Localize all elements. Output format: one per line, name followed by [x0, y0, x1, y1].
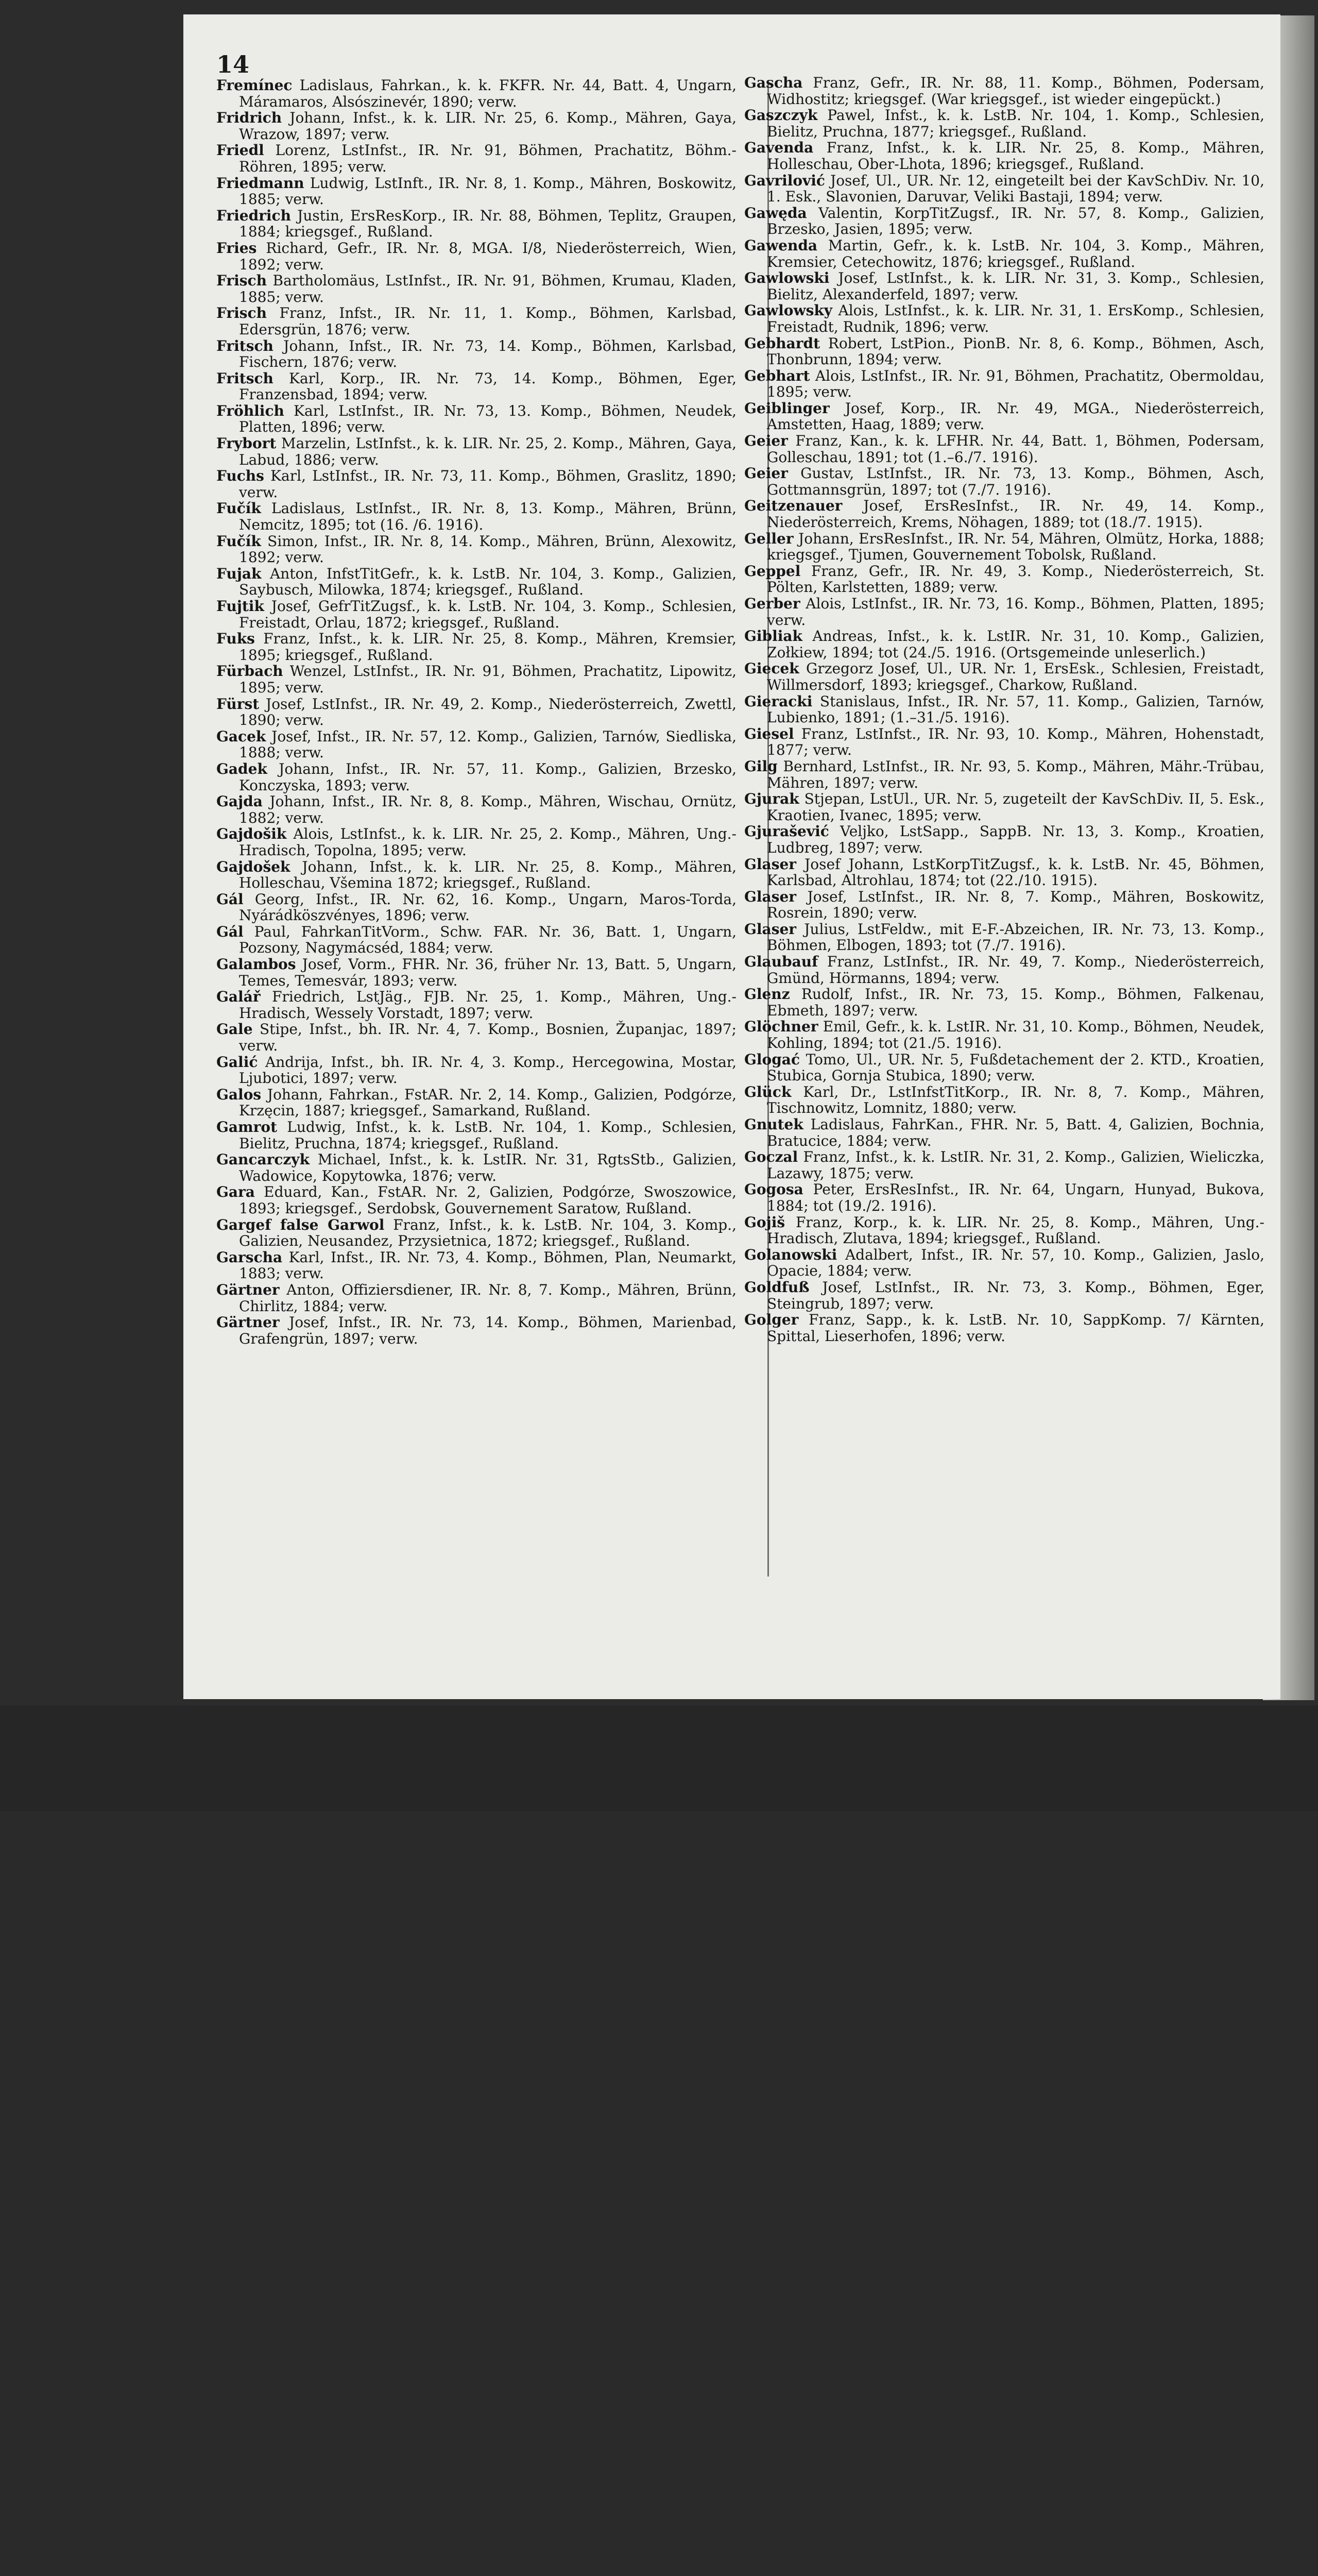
entry-details: Franz, Korp., k. k. LIR. Nr. 25, 8. Komp., Mähren, Ung.-Hradisch, Zlutava, 1894; kriegsgef., Rußland. [767, 1213, 1264, 1247]
register-entry [216, 208, 737, 240]
entry-details: Marzelin, LstInfst., k. k. LIR. Nr. 25, 2. Komp., Mähren, Gaya, Labud, 1886; verw. [239, 435, 737, 468]
entry-surname: Glenz [744, 986, 790, 1003]
entry-surname: Giesel [744, 725, 794, 742]
entry-details: Josef, LstInfst., IR. Nr. 8, 7. Komp., Mähren, Boskowitz, Rosrein, 1890; verw. [767, 888, 1264, 922]
entry-surname: Fuks [216, 630, 255, 648]
entry-details: Wenzel, LstInfst., IR. Nr. 91, Böhmen, Prachatitz, Lipowitz, 1895; verw. [239, 663, 737, 696]
entry-surname: Fritsch [216, 337, 273, 354]
entry-surname: Fujtik [216, 598, 264, 615]
entry-surname: Gál [216, 890, 244, 908]
entry-details: Peter, ErsResInfst., IR. Nr. 64, Ungarn, Hunyad, Bukova, 1884; tot (19./2. 1916). [767, 1181, 1264, 1214]
register-entry [216, 370, 737, 403]
entry-details: Josef Johann, LstKorpTitZugsf., k. k. LstB. Nr. 45, Böhmen, Karlsbad, Altrohlau, 1874; tot (22./10. 1915). [767, 855, 1264, 889]
entry-details: Martin, Gefr., k. k. LstB. Nr. 104, 3. Komp., Mähren, Kremsier, Cetechowitz, 1876; kriegsgef., Rußland. [767, 236, 1264, 270]
entry-surname: Gawenda [744, 236, 818, 254]
entry-surname: Galář [216, 988, 261, 1006]
entry-details: Karl, Infst., IR. Nr. 73, 4. Komp., Böhmen, Plan, Neumarkt, 1883; verw. [239, 1248, 737, 1282]
entry-details: Tomo, Ul., UR. Nr. 5, Fußdetachement der 2. KTD., Kroatien, Stubica, Gornja Stubica, 1890; verw. [767, 1050, 1264, 1084]
entry-details: Johann, Infst., IR. Nr. 57, 11. Komp., Galizien, Brzesko, Konczyska, 1893; verw. [239, 760, 737, 794]
entry-details: Bernhard, LstInfst., IR. Nr. 93, 5. Komp., Mähren, Mähr.-Trübau, Mähren, 1897; verw. [767, 757, 1264, 791]
register-entry [744, 270, 1264, 302]
entry-surname: Galambos [216, 956, 296, 973]
entry-surname: Glaser [744, 855, 797, 873]
entry-surname: Goczal [744, 1148, 798, 1166]
entry-details: Lorenz, LstInfst., IR. Nr. 91, Böhmen, Prachatitz, Böhm.-Röhren, 1895; verw. [239, 142, 737, 175]
register-entry [744, 1247, 1264, 1279]
entry-surname: Gogosa [744, 1181, 803, 1198]
register-entry [216, 989, 737, 1021]
entry-details: Anton, InfstTitGefr., k. k. LstB. Nr. 104, 3. Komp., Galizien, Saybusch, Milowka, 1874; kriegsgef., Rußland. [239, 565, 737, 599]
register-entry [744, 1214, 1264, 1247]
register-entry [216, 1282, 737, 1314]
entry-surname: Gacek [216, 727, 266, 745]
register-entry [216, 77, 737, 110]
register-entry [744, 400, 1264, 433]
entry-details: Josef, GefrTitZugsf., k. k. LstB. Nr. 104, 3. Komp., Schlesien, Freistadt, Orlau, 1872; kriegsgef., Rußland. [239, 598, 737, 631]
register-entry [216, 696, 737, 728]
entry-surname: Geller [744, 530, 794, 547]
register-entry [744, 1052, 1264, 1084]
register-entry [744, 368, 1264, 400]
entry-surname: Fremínec [216, 77, 293, 94]
entry-surname: Giecek [744, 660, 799, 677]
register-entry [744, 660, 1264, 693]
register-entry [216, 110, 737, 142]
register-entry [216, 240, 737, 273]
register-entry [216, 924, 737, 956]
entry-surname: Fučík [216, 532, 261, 550]
entry-surname: Gärtner [216, 1281, 280, 1298]
entry-surname: Gojiš [744, 1213, 785, 1231]
entry-details: Michael, Infst., k. k. LstIR. Nr. 31, RgtsStb., Galizien, Wadowice, Kopytowka, 1876; verw. [239, 1151, 737, 1184]
entry-details: Gustav, LstInfst., IR. Nr. 73, 13. Komp., Böhmen, Asch, Gottmannsgrün, 1897; tot (7./7. 1916). [767, 465, 1264, 498]
entry-details: Andreas, Infst., k. k. LstIR. Nr. 31, 10. Komp., Galizien, Zołkiew, 1894; tot (24./5. 1916. (Ortsgemeinde unleserlich.) [767, 628, 1264, 661]
entry-details: Josef, ErsResInfst., IR. Nr. 49, 14. Komp., Niederösterreich, Krems, Nöhagen, 1889; tot (18./7. 1915). [767, 497, 1264, 531]
entry-details: Paul, FahrkanTitVorm., Schw. FAR. Nr. 36, Batt. 1, Ungarn, Pozsony, Nagymácséd, 1884; verw. [239, 923, 737, 957]
entry-details: Franz, Gefr., IR. Nr. 88, 11. Komp., Böhmen, Podersam, Widhostitz; kriegsgef. (War kriegsgef., ist wieder eingeрückt.) [767, 74, 1264, 108]
register-entry [744, 1084, 1264, 1116]
register-entry [216, 891, 737, 924]
register-entry [744, 1181, 1264, 1214]
register-entry [744, 335, 1264, 368]
entry-details: Josef, Vorm., FHR. Nr. 36, früher Nr. 13, Batt. 5, Ungarn, Temes, Temesvár, 1893; verw. [239, 956, 737, 989]
entry-details: Stanislaus, Infst., IR. Nr. 57, 11. Komp., Galizien, Tarnów, Lubienko, 1891; (1.–31./5. 1916). [767, 692, 1264, 726]
entry-surname: Gärtner [216, 1314, 280, 1331]
entry-details: Georg, Infst., IR. Nr. 62, 16. Komp., Ungarn, Maros-Torda, Nyárádköszvényes, 1896; verw. [239, 890, 737, 924]
register-entry [216, 663, 737, 696]
entry-surname: Garscha [216, 1248, 283, 1266]
entry-surname: Gawlowski [744, 269, 830, 287]
entry-surname: Gamrot [216, 1118, 278, 1136]
entry-surname: Gadek [216, 760, 267, 777]
register-entry [216, 1314, 737, 1347]
entry-details: Karl, Korp., IR. Nr. 73, 14. Komp., Böhmen, Eger, Franzensbad, 1894; verw. [239, 369, 737, 403]
entry-details: Anton, Offiziersdiener, IR. Nr. 8, 7. Komp., Mähren, Brünn, Chirlitz, 1884; verw. [239, 1281, 737, 1315]
entry-surname: Gawlowsky [744, 302, 833, 319]
register-entry [216, 142, 737, 175]
entry-surname: Gibliak [744, 628, 802, 645]
register-entry [744, 693, 1264, 726]
entry-details: Robert, LstPion., PionB. Nr. 8, 6. Komp., Böhmen, Asch, Thonbrunn, 1894; verw. [767, 334, 1264, 368]
register-entry [216, 631, 737, 663]
entry-details: Ludwig, Infst., k. k. LstB. Nr. 104, 1. Komp., Schlesien, Bielitz, Pruchna, 1874; kriegsgef., Rußland. [239, 1118, 737, 1152]
entry-details: Friedrich, LstJäg., FJB. Nr. 25, 1. Komp., Mähren, Ung.-Hradisch, Wessely Vorstadt, 1897; verw. [239, 988, 737, 1022]
entry-surname: Galos [216, 1086, 262, 1103]
entry-details: Josef, LstInfst., IR. Nr. 73, 3. Komp., Böhmen, Eger, Steingrub, 1897; verw. [767, 1278, 1264, 1312]
entry-details: Franz, Gefr., IR. Nr. 49, 3. Komp., Niederösterreich, St. Pölten, Karlstetten, 1889; verw. [767, 562, 1264, 596]
entry-surname: Gál [216, 923, 244, 940]
register-entry [744, 140, 1264, 172]
entry-surname: Gnutek [744, 1116, 803, 1133]
entry-details: Josef, Korp., IR. Nr. 49, MGA., Niederösterreich, Amstetten, Haag, 1889; verw. [767, 399, 1264, 433]
register-entry [216, 273, 737, 305]
entry-details: Franz, LstInfst., IR. Nr. 49, 7. Komp., Niederösterreich, Gmünd, Hörmanns, 1894; verw. [767, 953, 1264, 987]
register-entry [744, 986, 1264, 1019]
entry-surname: Geppel [744, 562, 801, 580]
register-entry [216, 533, 737, 566]
entry-details: Franz, Infst., k. k. LstIR. Nr. 31, 2. Komp., Galizien, Wieliczka, Lazawy, 1875; verw. [767, 1148, 1264, 1182]
entry-details: Johann, Infst., IR. Nr. 8, 8. Komp., Mähren, Wischau, Ornütz, 1882; verw. [239, 793, 737, 826]
register-entry [744, 889, 1264, 921]
entry-surname: Gancarczyk [216, 1151, 310, 1168]
register-entry [216, 338, 737, 370]
register-entry [216, 1054, 737, 1087]
entry-surname: Golanowski [744, 1246, 837, 1263]
entry-surname: Fujak [216, 565, 262, 582]
page-number: 14 [216, 50, 250, 78]
entry-surname: Geiblinger [744, 399, 830, 417]
register-entry [216, 761, 737, 793]
entry-surname: Gascha [744, 74, 803, 91]
register-entry [744, 173, 1264, 205]
register-entry [744, 628, 1264, 660]
entry-surname: Gara [216, 1183, 255, 1201]
entry-details: Johann, ErsResInfst., IR. Nr. 54, Mähren, Olmütz, Horka, 1888; kriegsgef., Tjumen, Gouvernement Tobolsk, Rußland. [767, 530, 1264, 564]
entry-surname: Friedl [216, 142, 264, 159]
entry-surname: Gieracki [744, 692, 813, 710]
entry-details: Stipe, Infst., bh. IR. Nr. 4, 7. Komp., Bosnien, Županjac, 1897; verw. [239, 1021, 737, 1055]
register-entry [216, 175, 737, 208]
entry-details: Josef, LstInfst., k. k. LIR. Nr. 31, 3. Komp., Schlesien, Bielitz, Alexanderfeld, 1897; verw. [767, 269, 1264, 303]
entry-details: Andrija, Infst., bh. IR. Nr. 4, 3. Komp., Hercegowina, Mostar, Ljubotici, 1897; verw. [239, 1053, 737, 1087]
entry-surname: Fürbach [216, 663, 283, 680]
register-entry [744, 596, 1264, 628]
entry-surname: Gargef false Garwol [216, 1216, 385, 1233]
entry-details: Alois, LstInfst., IR. Nr. 91, Böhmen, Prachatitz, Obermoldau, 1895; verw. [767, 367, 1264, 401]
register-entry [744, 726, 1264, 758]
entry-surname: Gaszczyk [744, 107, 818, 124]
entry-surname: Gerber [744, 595, 800, 612]
entry-details: Karl, LstInfst., IR. Nr. 73, 13. Komp., Böhmen, Neudek, Platten, 1896; verw. [239, 402, 737, 436]
footer-bar [0, 1705, 1318, 1811]
entry-details: Ladislaus, LstInfst., IR. Nr. 8, 13. Komp., Mähren, Brünn, Nemcitz, 1895; tot (16. /6. 1916). [239, 500, 737, 534]
register-entry [216, 793, 737, 826]
entry-details: Karl, Dr., LstInfstTitKorp., IR. Nr. 8, 7. Komp., Mähren, Tischnowitz, Lomnitz, 1880; verw. [767, 1083, 1264, 1117]
entry-surname: Geier [744, 465, 788, 482]
entry-details: Grzegorz Josef, Ul., UR. Nr. 1, ErsEsk., Schlesien, Freistadt, Willmersdorf, 1893; kriegsgef., Charkow, Rußland. [767, 660, 1264, 693]
entry-surname: Fries [216, 239, 257, 257]
register-entry [216, 468, 737, 500]
entry-surname: Frisch [216, 272, 267, 290]
entry-surname: Gajda [216, 793, 263, 810]
entry-details: Johann, Infst., k. k. LIR. Nr. 25, 8. Komp., Mähren, Holleschau, Všemina 1872; kriegsgef., Rußland. [239, 858, 737, 892]
entry-surname: Fridrich [216, 109, 282, 127]
entry-surname: Golger [744, 1311, 799, 1329]
entry-surname: Fučík [216, 500, 261, 517]
entry-details: Josef, Ul., UR. Nr. 12, eingeteilt bei der KavSchDiv. Nr. 10, 1. Esk., Slavonien, Daruvar, Veliki Bastaji, 1894; verw. [767, 172, 1264, 206]
register-entry [216, 1087, 737, 1119]
entry-surname: Gajdošek [216, 858, 290, 875]
entry-surname: Glogać [744, 1050, 800, 1068]
entry-details: Franz, LstInfst., IR. Nr. 93, 10. Komp., Mähren, Hohenstadt, 1877; verw. [767, 725, 1264, 759]
entry-details: Alois, LstInfst., k. k. LIR. Nr. 31, 1. ErsKomp., Schlesien, Freistadt, Rudnik, 1896; verw. [767, 302, 1264, 335]
register-entry [744, 563, 1264, 596]
entry-surname: Frybort [216, 435, 277, 452]
register-entry [744, 1149, 1264, 1181]
entry-surname: Glöchner [744, 1018, 818, 1036]
register-entry [216, 1249, 737, 1282]
entry-details: Josef, Infst., IR. Nr. 73, 14. Komp., Böhmen, Marienbad, Grafengrün, 1897; verw. [239, 1314, 737, 1347]
entry-surname: Gavrilović [744, 172, 825, 189]
entry-details: Veljko, LstSapp., SappB. Nr. 13, 3. Komp., Kroatien, Ludbreg, 1897; verw. [767, 823, 1264, 856]
entry-details: Adalbert, Infst., IR. Nr. 57, 10. Komp., Galizien, Jaslo, Opacie, 1884; verw. [767, 1246, 1264, 1280]
register-entry [744, 465, 1264, 498]
entry-surname: Glaser [744, 920, 797, 938]
entry-surname: Fritsch [216, 369, 273, 387]
register-entry [216, 728, 737, 761]
entry-details: Franz, Kan., k. k. LFHR. Nr. 44, Batt. 1, Böhmen, Podersam, Golleschau, 1891; tot (1.–6./7. 1916). [767, 432, 1264, 466]
entry-details: Josef, LstInfst., IR. Nr. 49, 2. Komp., Niederösterreich, Zwettl, 1890; verw. [239, 695, 737, 729]
entry-surname: Geier [744, 432, 788, 450]
register-entry [216, 1184, 737, 1216]
register-entry [216, 598, 737, 631]
entry-surname: Gavenda [744, 139, 814, 157]
entry-surname: Fuchs [216, 467, 264, 485]
entry-surname: Galić [216, 1053, 258, 1071]
entry-details: Franz, Sapp., k. k. LstB. Nr. 10, SappKomp. 7/ Kärnten, Spittal, Lieserhofen, 1896; verw. [767, 1311, 1264, 1345]
entry-details: Alois, LstInfst., k. k. LIR. Nr. 25, 2. Komp., Mähren, Ung.-Hradisch, Topolna, 1895; verw. [239, 825, 737, 859]
entry-details: Eduard, Kan., FstAR. Nr. 2, Galizien, Podgórze, Swoszowice, 1893; kriegsgef., Serdobsk, Gouvernement Saratow, Rußland. [239, 1183, 737, 1217]
register-entry [744, 791, 1264, 823]
register-entry [744, 238, 1264, 270]
entry-surname: Glaser [744, 888, 797, 905]
register-entry [744, 498, 1264, 530]
entry-surname: Friedrich [216, 207, 291, 224]
register-entry [216, 1021, 737, 1054]
register-entry [744, 107, 1264, 140]
entry-surname: Fröhlich [216, 402, 284, 419]
register-entry [744, 921, 1264, 954]
entry-details: Pawel, Infst., k. k. LstB. Nr. 104, 1. Komp., Schlesien, Bielitz, Pruchna, 1877; kriegsgef., Rußland. [767, 107, 1264, 140]
register-entry [744, 75, 1264, 107]
entry-surname: Glaubauf [744, 953, 818, 971]
entry-details: Johann, Infst., k. k. LIR. Nr. 25, 6. Komp., Mähren, Gaya, Wrazow, 1897; verw. [239, 109, 737, 143]
register-entry [744, 758, 1264, 791]
register-entry [744, 433, 1264, 465]
register-entry [216, 435, 737, 468]
entry-details: Ludwig, LstInft., IR. Nr. 8, 1. Komp., Mähren, Boskowitz, 1885; verw. [239, 174, 737, 208]
entry-details: Josef, Infst., IR. Nr. 57, 12. Komp., Galizien, Tarnów, Siedliska, 1888; verw. [239, 727, 737, 761]
entry-details: Emil, Gefr., k. k. LstIR. Nr. 31, 10. Komp., Böhmen, Neudek, Kohling, 1894; tot (21./5. 1916). [767, 1018, 1264, 1052]
entry-details: Ladislaus, Fahrkan., k. k. FKFR. Nr. 44, Batt. 4, Ungarn, Máramaros, Alsószinevér, 1890; verw. [239, 77, 737, 110]
entry-details: Simon, Infst., IR. Nr. 8, 14. Komp., Mähren, Brünn, Alexowitz, 1892; verw. [239, 532, 737, 566]
entry-details: Rudolf, Infst., IR. Nr. 73, 15. Komp., Böhmen, Falkenau, Ebmeth, 1897; verw. [767, 986, 1264, 1019]
entry-details: Ladislaus, FahrKan., FHR. Nr. 5, Batt. 4, Galizien, Bochnia, Bratucice, 1884; verw. [767, 1116, 1264, 1149]
entry-surname: Gawęda [744, 204, 807, 222]
entry-surname: Goldfuß [744, 1278, 810, 1296]
register-entry [744, 1116, 1264, 1149]
entry-surname: Glück [744, 1083, 792, 1100]
entry-surname: Gjurak [744, 790, 799, 808]
entry-details: Justin, ErsResKorp., IR. Nr. 88, Böhmen, Teplitz, Graupen, 1884; kriegsgef., Rußland. [239, 207, 737, 241]
entry-details: Franz, Infst., IR. Nr. 11, 1. Komp., Böhmen, Karlsbad, Edersgrün, 1876; verw. [239, 304, 737, 338]
entry-surname: Gjurašević [744, 823, 829, 840]
register-entry [216, 305, 737, 337]
register-entry [216, 1151, 737, 1184]
register-entry [744, 531, 1264, 563]
register-entry [216, 566, 737, 598]
entry-details: Richard, Gefr., IR. Nr. 8, MGA. I/8, Niederösterreich, Wien, 1892; verw. [239, 239, 737, 273]
entry-details: Karl, LstInfst., IR. Nr. 73, 11. Komp., Böhmen, Graslitz, 1890; verw. [239, 467, 737, 501]
register-entry [216, 403, 737, 435]
entry-details: Johann, Infst., IR. Nr. 73, 14. Komp., Böhmen, Karlsbad, Fischern, 1876; verw. [239, 337, 737, 371]
entry-surname: Frisch [216, 304, 267, 322]
entry-surname: Geitzenauer [744, 497, 843, 515]
entry-details: Alois, LstInfst., IR. Nr. 73, 16. Komp., Böhmen, Platten, 1895; verw. [767, 595, 1264, 629]
entry-details: Franz, Infst., k. k. LIR. Nr. 25, 8. Komp., Mähren, Holleschau, Ober-Lhota, 1896; kriegsgef., Rußland. [767, 139, 1264, 173]
register-entry [744, 856, 1264, 889]
entry-surname: Gajdošik [216, 825, 287, 843]
left-column [216, 77, 737, 1347]
register-entry [216, 859, 737, 891]
register-entry [216, 1217, 737, 1249]
entry-details: Franz, Infst., k. k. LstB. Nr. 104, 3. Komp., Galizien, Neusandez, Przysietnica, 1872; kriegsgef., Rußland. [239, 1216, 737, 1250]
entry-details: Bartholomäus, LstInfst., IR. Nr. 91, Böhmen, Krumau, Kladen, 1885; verw. [239, 272, 737, 306]
entry-details: Stjepan, LstUl., UR. Nr. 5, zugeteilt der KavSchDiv. II, 5. Esk., Kraotien, Ivanec, 1895; verw. [767, 790, 1264, 824]
register-entry [216, 500, 737, 533]
entry-surname: Friedmann [216, 174, 304, 192]
register-entry [744, 823, 1264, 856]
register-entry [744, 1312, 1264, 1344]
entry-details: Franz, Infst., k. k. LIR. Nr. 25, 8. Komp., Mähren, Kremsier, 1895; kriegsgef., Rußland. [239, 630, 737, 664]
entry-surname: Gilg [744, 757, 778, 775]
register-entry [216, 1119, 737, 1151]
register-entry [216, 956, 737, 989]
entry-details: Johann, Fahrkan., FstAR. Nr. 2, 14. Komp., Galizien, Podgórze, Krzęcin, 1887; kriegsgef., Samarkand, Rußland. [239, 1086, 737, 1120]
register-entry [744, 302, 1264, 335]
register-entry [744, 1019, 1264, 1051]
entry-details: Valentin, KorpTitZugsf., IR. Nr. 57, 8. Komp., Galizien, Brzesko, Jasien, 1895; verw. [767, 204, 1264, 238]
entry-surname: Gale [216, 1021, 253, 1038]
right-column [744, 75, 1264, 1344]
register-entry [744, 1279, 1264, 1312]
register-entry [744, 954, 1264, 986]
entry-surname: Gebhardt [744, 334, 820, 352]
register-entry [744, 205, 1264, 238]
register-entry [216, 826, 737, 858]
entry-surname: Gebhart [744, 367, 810, 384]
entry-surname: Fürst [216, 695, 260, 713]
entry-details: Julius, LstFeldw., mit E-F.-Abzeichen, IR. Nr. 73, 13. Komp., Böhmen, Elbogen, 1893; tot (7./7. 1916). [767, 920, 1264, 954]
